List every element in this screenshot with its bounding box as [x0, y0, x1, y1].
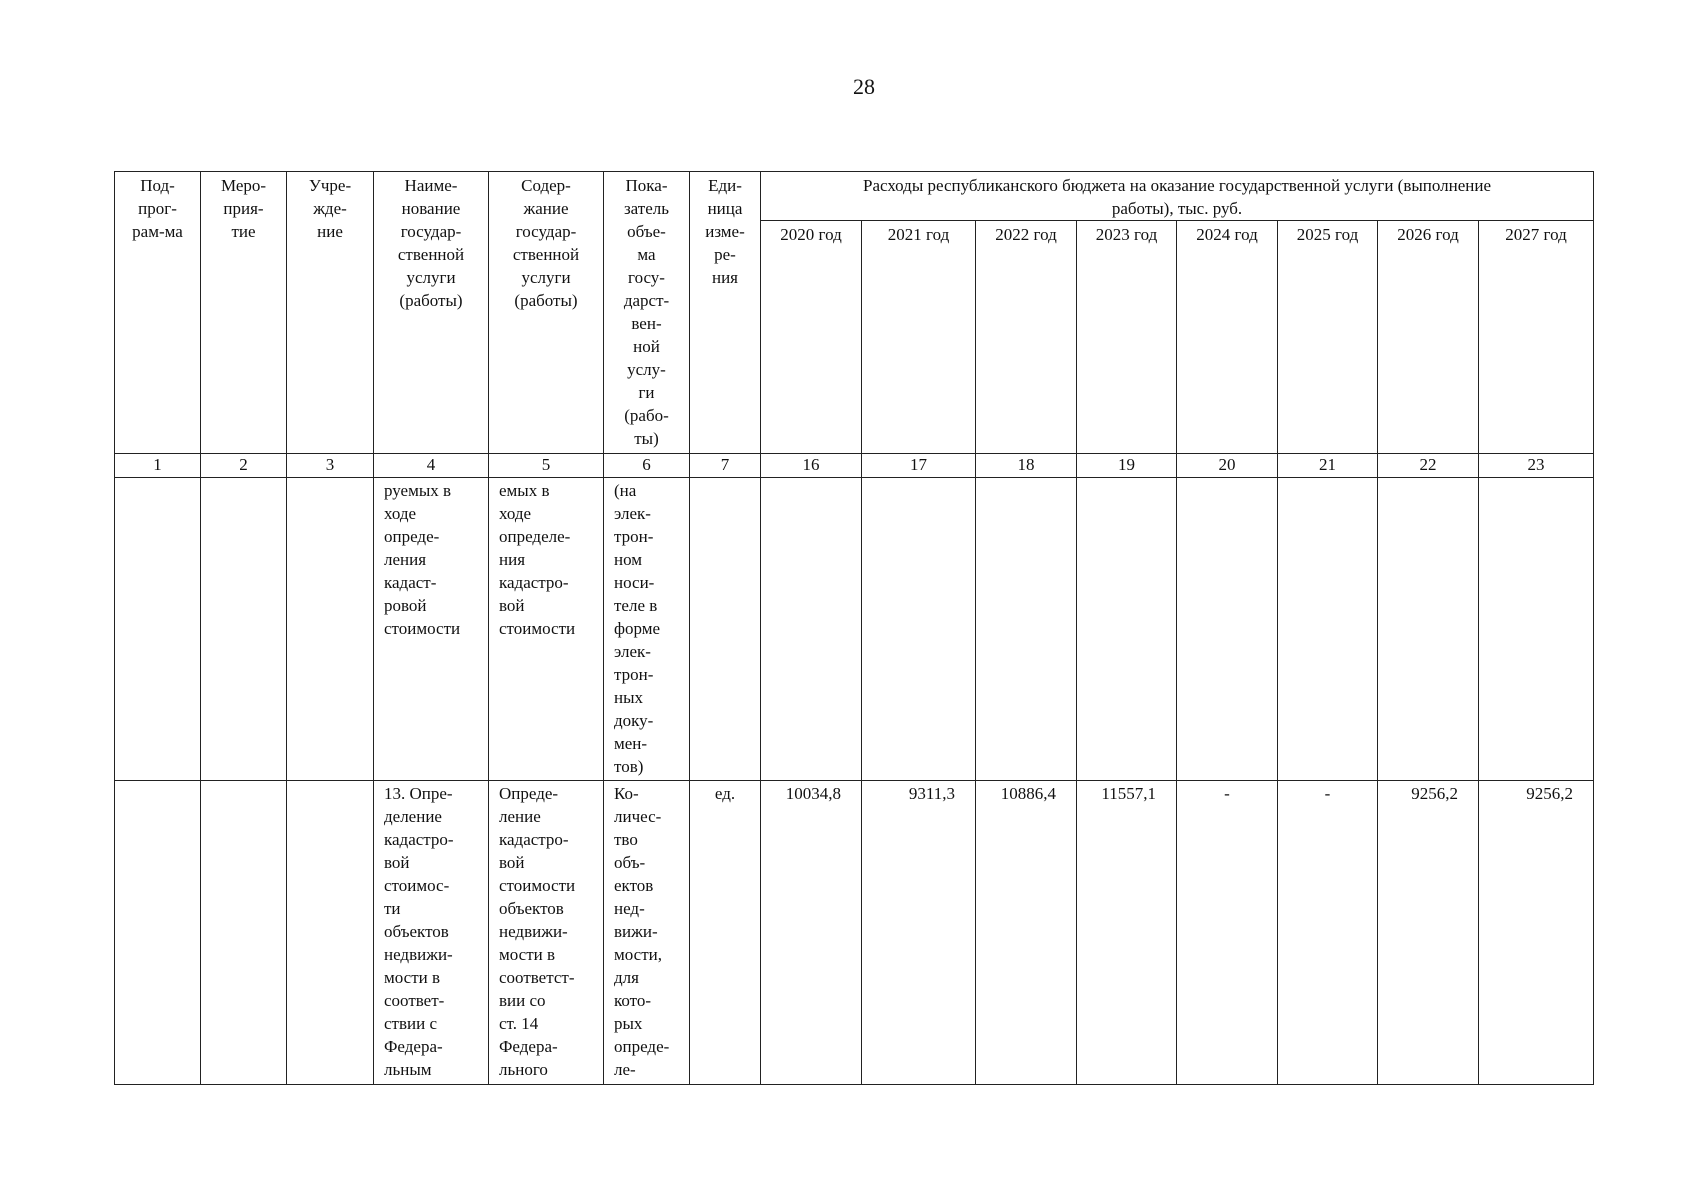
column-number: 17: [862, 454, 976, 478]
column-number: 3: [287, 454, 374, 478]
cell-value-2023: 11557,1: [1077, 781, 1177, 1085]
cell-pokazatel: Ко- личес- тво объ- ектов нед- вижи- мости, для кото- рых опреде- ле-: [604, 781, 690, 1085]
cell-uchrezhdenie: [287, 478, 374, 781]
cell-soderzhanie: емых в ходе определе- ния кадастро- вой стоимости: [489, 478, 604, 781]
column-number: 23: [1479, 454, 1594, 478]
budget-table: [114, 171, 1594, 1085]
header-meropriyatie: Меро- прия- тие: [201, 172, 287, 454]
cell-value-2023: [1077, 478, 1177, 781]
header-year-2025: 2025 год: [1278, 221, 1378, 454]
cell-value-2027: 9256,2: [1479, 781, 1594, 1085]
cell-value-2021: [862, 478, 976, 781]
header-pokazatel: Пока- затель объе- ма госу- дарст- вен- ной услу- ги (рабо- ты): [604, 172, 690, 454]
header-year-2020: 2020 год: [761, 221, 862, 454]
header-year-2021: 2021 год: [862, 221, 976, 454]
cell-podprogramma: [115, 478, 201, 781]
column-number: 20: [1177, 454, 1278, 478]
column-number: 2: [201, 454, 287, 478]
header-podprogramma: Под- прог- рам-ма: [115, 172, 201, 454]
column-number: 19: [1077, 454, 1177, 478]
cell-value-2026: [1378, 478, 1479, 781]
cell-meropriyatie: [201, 478, 287, 781]
header-year-2024: 2024 год: [1177, 221, 1278, 454]
cell-value-2022: [976, 478, 1077, 781]
cell-soderzhanie: Опреде- ление кадастро- вой стоимости объектов недвижи- мости в соответст- вии со ст. 14 Федера- льного: [489, 781, 604, 1085]
header-year-2022: 2022 год: [976, 221, 1077, 454]
header-row-top: [115, 172, 1594, 221]
cell-value-2022: 10886,4: [976, 781, 1077, 1085]
column-number: 16: [761, 454, 862, 478]
header-year-2026: 2026 год: [1378, 221, 1479, 454]
column-number: 5: [489, 454, 604, 478]
header-year-2023: 2023 год: [1077, 221, 1177, 454]
column-number: 4: [374, 454, 489, 478]
cell-value-2020: 10034,8: [761, 781, 862, 1085]
cell-value-2026: 9256,2: [1378, 781, 1479, 1085]
cell-naimenovanie: руемых в ходе опреде- ления кадаст- ровой стоимости: [374, 478, 489, 781]
cell-naimenovanie: 13. Опре- деление кадастро- вой стоимос- ти объектов недвижи- мости в соответ- ствии с Федера- льным: [374, 781, 489, 1085]
cell-edinica: ед.: [690, 781, 761, 1085]
table-row: [115, 478, 1594, 781]
header-uchrezhdenie: Учре- жде- ние: [287, 172, 374, 454]
cell-value-2025: [1278, 478, 1378, 781]
cell-uchrezhdenie: [287, 781, 374, 1085]
cell-value-2025: -: [1278, 781, 1378, 1085]
cell-value-2021: 9311,3: [862, 781, 976, 1085]
column-numbers-row: [115, 454, 1594, 478]
header-rashody: Расходы республиканского бюджета на оказание государственной услуги (выполнение работы), тыс. руб.: [761, 172, 1594, 221]
cell-pokazatel: (на элек- трон- ном носи- теле в форме элек- трон- ных доку- мен- тов): [604, 478, 690, 781]
cell-value-2020: [761, 478, 862, 781]
header-year-2027: 2027 год: [1479, 221, 1594, 454]
cell-meropriyatie: [201, 781, 287, 1085]
column-number: 21: [1278, 454, 1378, 478]
cell-edinica: [690, 478, 761, 781]
column-number: 1: [115, 454, 201, 478]
table-row: [115, 781, 1594, 1085]
column-number: 18: [976, 454, 1077, 478]
header-soderzhanie: Содер- жание государ- ственной услуги (работы): [489, 172, 604, 454]
header-edinica: Еди- ница изме- ре- ния: [690, 172, 761, 454]
header-naimenovanie: Наиме- нование государ- ственной услуги (работы): [374, 172, 489, 454]
cell-podprogramma: [115, 781, 201, 1085]
column-number: 22: [1378, 454, 1479, 478]
page-number: 28: [853, 74, 875, 99]
cell-value-2024: -: [1177, 781, 1278, 1085]
column-number: 7: [690, 454, 761, 478]
cell-value-2024: [1177, 478, 1278, 781]
column-number: 6: [604, 454, 690, 478]
cell-value-2027: [1479, 478, 1594, 781]
